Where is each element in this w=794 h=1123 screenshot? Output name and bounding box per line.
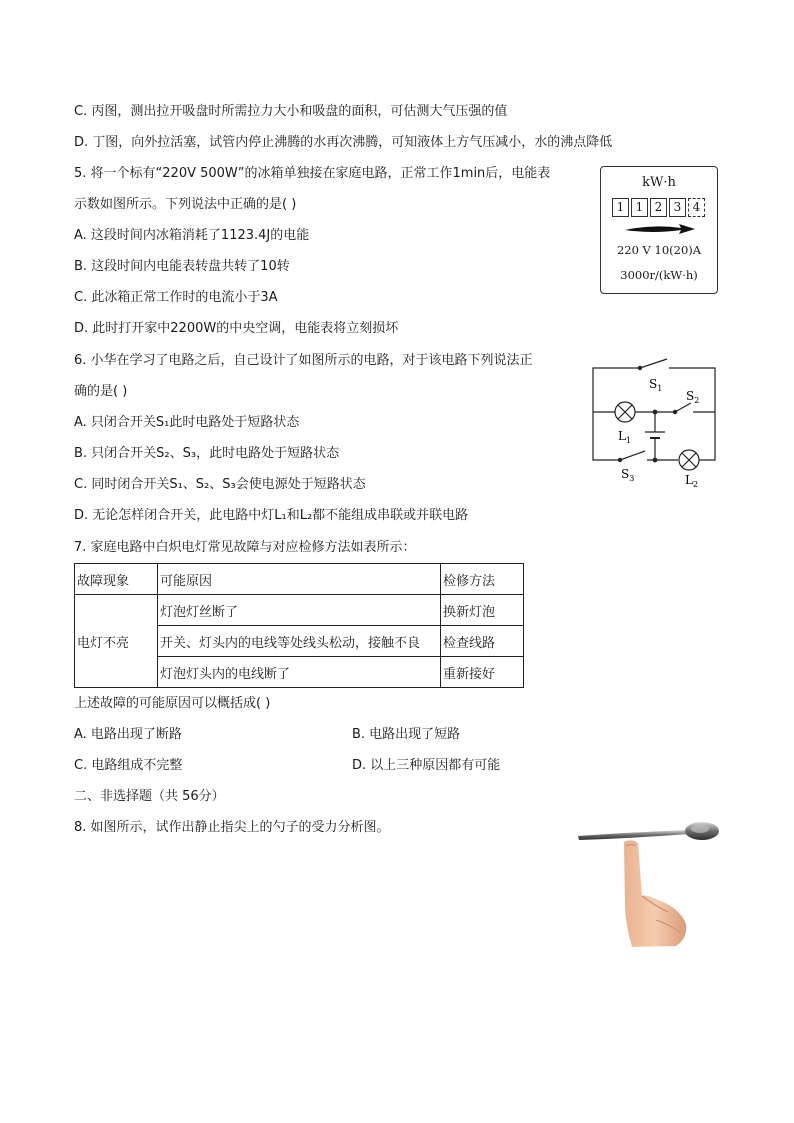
label-s2: $S_2$ [686,389,700,405]
table-cell: 灯泡灯头内的电线断了 [158,657,441,688]
meter-digit: 1 [631,198,648,217]
meter-revolutions: 3000r/(kW·h) [620,268,698,282]
table-cell: 检查线路 [441,626,524,657]
q6-stem-line1: 6. 小华在学习了电路之后，自己设计了如图所示的电路，对于该电路下列说法正 [74,353,533,368]
table-cell: 开关、灯头内的电线等处线头松动，接触不良 [158,626,441,657]
table-header-row [75,564,524,595]
electric-meter-figure [600,166,718,294]
q6-option-c: C. 同时闭合开关S₁、S₂、S₃会使电源处于短路状态 [74,477,366,492]
meter-digit-decimal: 4 [688,198,705,217]
table-cell: 重新接好 [441,657,524,688]
q6-option-b: B. 只闭合开关S₂、S₃，此时电路处于短路状态 [74,446,340,461]
label-s1: $S_1$ [649,377,663,393]
q7-question: 上述故障的可能原因可以概括成( ) [74,696,271,711]
circuit-diagram [585,352,720,492]
meter-digit: 1 [612,198,629,217]
fault-table [74,563,524,688]
q5-option-b: B. 这段时间内电能表转盘共转了10转 [74,259,290,274]
label-l2: $L_2$ [685,473,699,489]
q8-stem: 8. 如图所示，试作出静止指尖上的勺子的受力分析图。 [74,820,390,835]
q7-option-b: B. 电路出现了短路 [352,727,461,742]
switch-s3 [620,451,645,460]
q6-option-d: D. 无论怎样闭合开关，此电路中灯L₁和L₂都不能组成串联或并联电路 [74,508,469,523]
q4-option-d: D. 丁图，向外拉活塞，试管内停止沸腾的水再次沸腾，可知液体上方气压减小，水的沸点降低 [74,135,613,150]
q5-option-c: C. 此冰箱正常工作时的电流小于3A [74,290,278,305]
q4-option-c: C. 丙图，测出拉开吸盘时所需拉力大小和吸盘的面积，可估测大气压强的值 [74,104,508,119]
q7-stem: 7. 家庭电路中白炽电灯常见故障与对应检修方法如表所示： [74,540,416,555]
q5-stem-line2: 示数如图所示。下列说法中正确的是( ) [74,197,297,212]
q5-stem-line1: 5. 将一个标有“220V 500W”的冰箱单独接在家庭电路，正常工作1min后，电能表 [74,166,551,181]
label-s3: $S_3$ [621,467,635,483]
table-cell-phenomenon: 电灯不亮 [75,595,158,688]
q6-stem-line2: 确的是( ) [74,384,128,399]
spoon-on-finger-image [576,816,722,948]
table-header: 检修方法 [441,564,524,595]
table-row [75,595,524,626]
q5-option-d: D. 此时打开家中2200W的中央空调，电能表将立刻损坏 [74,321,399,336]
switch-s1 [640,359,667,368]
meter-digit: 2 [650,198,667,217]
table-cell: 灯泡灯丝断了 [158,595,441,626]
meter-rating: 220 V 10(20)A [616,243,702,257]
q7-option-a: A. 电路出现了断路 [74,727,182,742]
meter-digit: 3 [669,198,686,217]
meter-unit: kW·h [642,175,676,190]
switch-s2 [675,403,691,412]
meter-digits [612,198,707,217]
table-cell: 换新灯泡 [441,595,524,626]
q6-option-a: A. 只闭合开关S₁此时电路处于短路状态 [74,415,300,430]
table-header: 可能原因 [158,564,441,595]
q5-option-a: A. 这段时间内冰箱消耗了1123.4J的电能 [74,228,310,243]
section-heading: 二、非选择题（共 56分） [74,789,225,804]
label-l1: $L_1$ [618,429,632,445]
q7-option-c: C. 电路组成不完整 [74,758,183,773]
q7-option-d: D. 以上三种原因都有可能 [352,758,501,773]
rotation-arrow-icon [623,221,697,237]
table-header: 故障现象 [75,564,158,595]
